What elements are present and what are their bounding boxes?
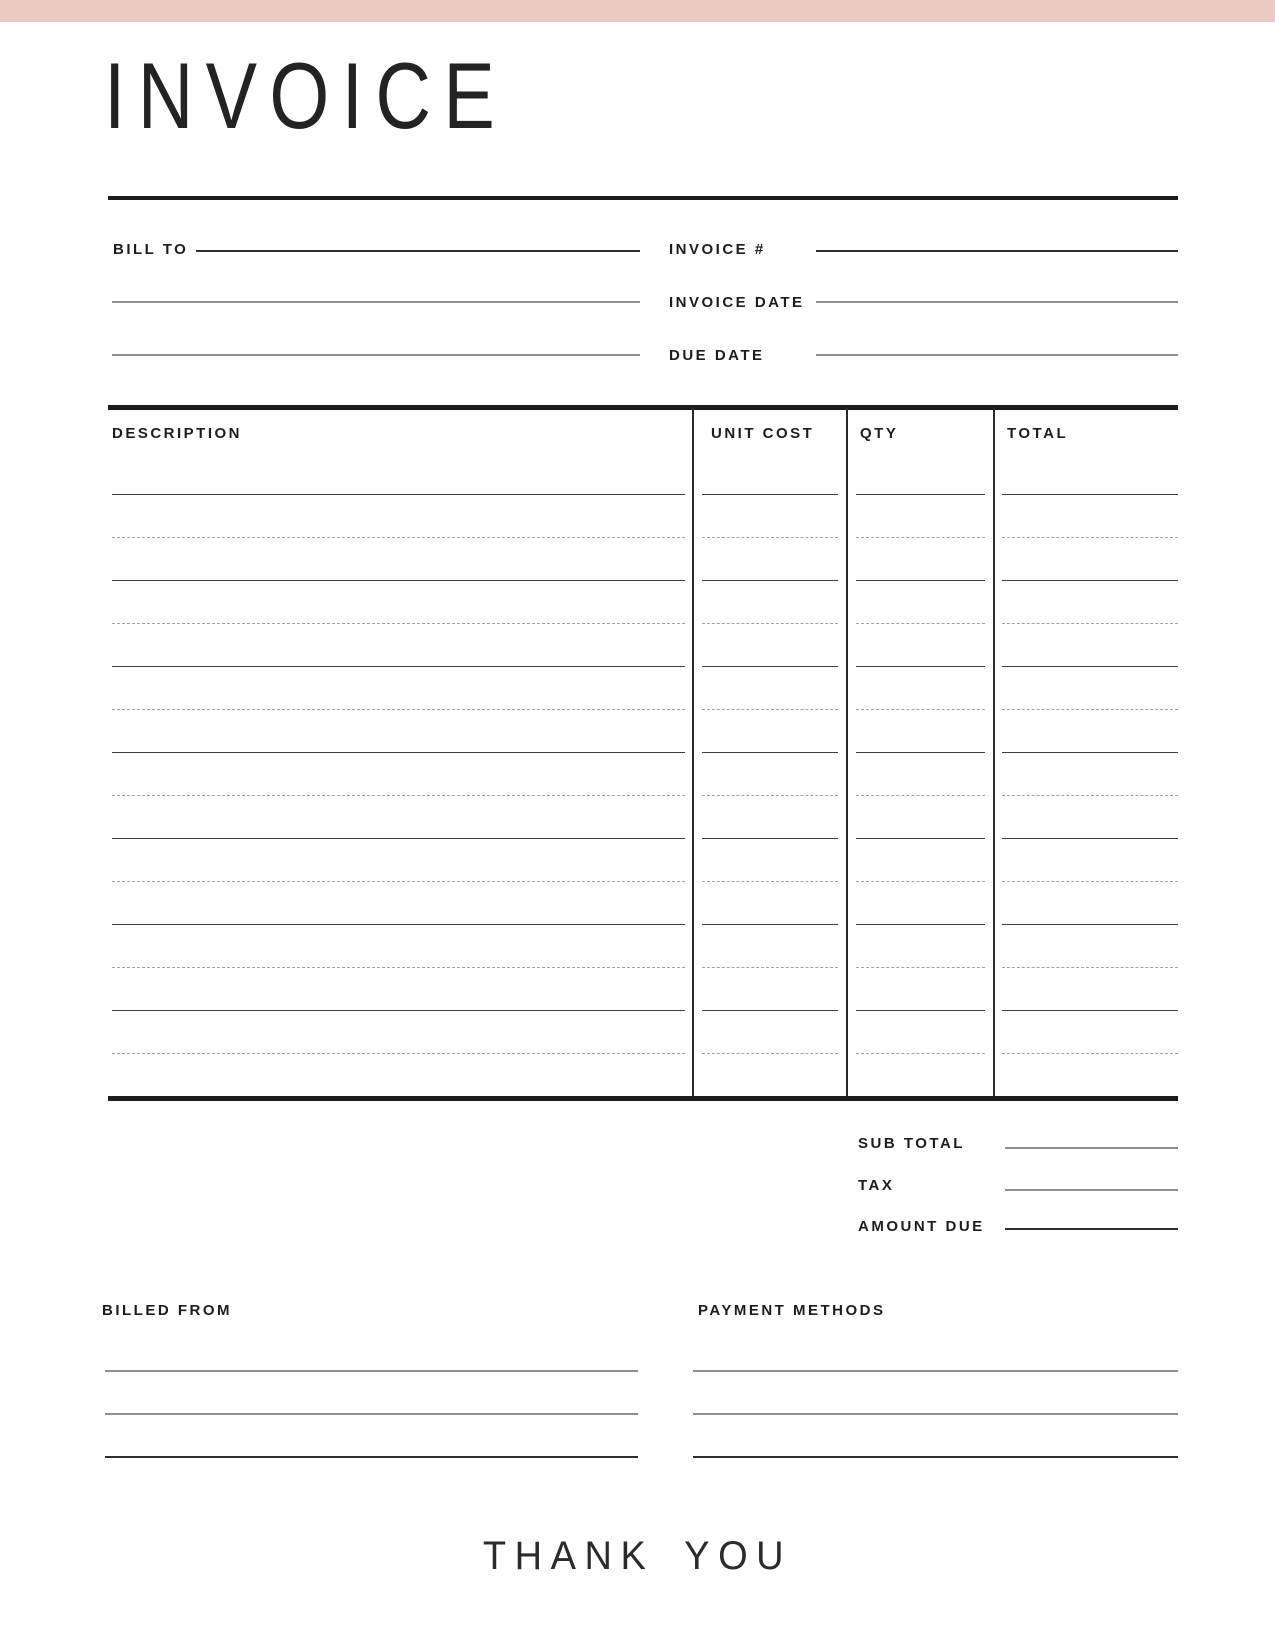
description-header: DESCRIPTION bbox=[112, 425, 243, 442]
unit-cost-header: UNIT COST bbox=[711, 425, 815, 442]
invoice-number-label: INVOICE # bbox=[669, 241, 766, 258]
table-row-line bbox=[702, 1053, 838, 1054]
invoice-number-line bbox=[816, 250, 1178, 252]
billed-from-label: BILLED FROM bbox=[102, 1302, 232, 1319]
billed-from-line-1 bbox=[105, 1370, 638, 1372]
table-row-line bbox=[702, 967, 838, 968]
invoice-date-label: INVOICE DATE bbox=[669, 294, 805, 311]
table-row-line bbox=[112, 752, 685, 753]
table-row-line bbox=[702, 795, 838, 796]
table-row-line bbox=[856, 666, 985, 667]
accent-bar bbox=[0, 0, 1275, 22]
table-row-line bbox=[112, 623, 685, 624]
table-row-line bbox=[1002, 752, 1178, 753]
table-row-line bbox=[702, 1010, 838, 1011]
table-row-line bbox=[112, 537, 685, 538]
table-row-line bbox=[1002, 1053, 1178, 1054]
table-row-line bbox=[856, 709, 985, 710]
table-row-line bbox=[856, 580, 985, 581]
table-row-line bbox=[702, 838, 838, 839]
table-row-line bbox=[856, 623, 985, 624]
qty-header: QTY bbox=[860, 425, 899, 442]
tax-line bbox=[1005, 1189, 1178, 1191]
invoice-date-line bbox=[816, 301, 1178, 303]
bill-to-line-1 bbox=[196, 250, 640, 252]
invoice-title: INVOICE bbox=[104, 43, 508, 148]
table-row-line bbox=[856, 537, 985, 538]
table-row-line bbox=[856, 795, 985, 796]
table-row-line bbox=[1002, 580, 1178, 581]
payment-methods-line-3 bbox=[693, 1456, 1178, 1458]
table-row-line bbox=[1002, 494, 1178, 495]
thank-you-text: THANK YOU bbox=[482, 1534, 793, 1578]
table-row-line bbox=[112, 838, 685, 839]
due-date-label: DUE DATE bbox=[669, 347, 765, 364]
sub-total-label: SUB TOTAL bbox=[858, 1135, 965, 1152]
column-divider-3 bbox=[993, 408, 995, 1096]
table-bottom-rule bbox=[108, 1096, 1178, 1101]
table-row-line bbox=[856, 838, 985, 839]
table-row-line bbox=[856, 494, 985, 495]
table-row-line bbox=[702, 709, 838, 710]
table-row-line bbox=[112, 924, 685, 925]
table-row-line bbox=[702, 494, 838, 495]
total-header: TOTAL bbox=[1007, 425, 1069, 442]
table-row-line bbox=[112, 580, 685, 581]
table-row-line bbox=[856, 752, 985, 753]
table-row-line bbox=[856, 1010, 985, 1011]
table-row-line bbox=[856, 1053, 985, 1054]
table-row-line bbox=[1002, 709, 1178, 710]
table-row-line bbox=[1002, 795, 1178, 796]
column-divider-1 bbox=[692, 408, 694, 1096]
table-row-line bbox=[1002, 967, 1178, 968]
payment-methods-line-1 bbox=[693, 1370, 1178, 1372]
table-row-line bbox=[112, 967, 685, 968]
table-row-line bbox=[1002, 537, 1178, 538]
table-row-line bbox=[112, 881, 685, 882]
table-row-line bbox=[702, 924, 838, 925]
due-date-line bbox=[816, 354, 1178, 356]
table-row-line bbox=[1002, 881, 1178, 882]
column-divider-2 bbox=[846, 408, 848, 1096]
table-row-line bbox=[702, 752, 838, 753]
payment-methods-line-2 bbox=[693, 1413, 1178, 1415]
amount-due-label: AMOUNT DUE bbox=[858, 1218, 985, 1235]
bill-to-line-2 bbox=[112, 301, 640, 303]
bill-to-label: BILL TO bbox=[113, 241, 189, 258]
bill-to-line-3 bbox=[112, 354, 640, 356]
table-row-line bbox=[856, 924, 985, 925]
table-row-line bbox=[112, 666, 685, 667]
amount-due-line bbox=[1005, 1228, 1178, 1230]
tax-label: TAX bbox=[858, 1177, 895, 1194]
table-row-line bbox=[702, 537, 838, 538]
table-row-line bbox=[856, 881, 985, 882]
table-top-rule bbox=[108, 405, 1178, 410]
table-row-line bbox=[702, 666, 838, 667]
payment-methods-label: PAYMENT METHODS bbox=[698, 1302, 886, 1319]
table-row-line bbox=[856, 967, 985, 968]
billed-from-line-3 bbox=[105, 1456, 638, 1458]
table-row-line bbox=[1002, 924, 1178, 925]
table-row-line bbox=[702, 580, 838, 581]
table-row-line bbox=[1002, 838, 1178, 839]
billed-from-line-2 bbox=[105, 1413, 638, 1415]
table-row-line bbox=[702, 623, 838, 624]
header-rule bbox=[108, 196, 1178, 200]
table-row-line bbox=[1002, 1010, 1178, 1011]
table-row-line bbox=[112, 795, 685, 796]
table-row-line bbox=[702, 881, 838, 882]
sub-total-line bbox=[1005, 1147, 1178, 1149]
table-row-line bbox=[1002, 666, 1178, 667]
table-row-line bbox=[112, 1053, 685, 1054]
table-row-line bbox=[112, 1010, 685, 1011]
table-row-line bbox=[1002, 623, 1178, 624]
table-row-line bbox=[112, 494, 685, 495]
table-row-line bbox=[112, 709, 685, 710]
